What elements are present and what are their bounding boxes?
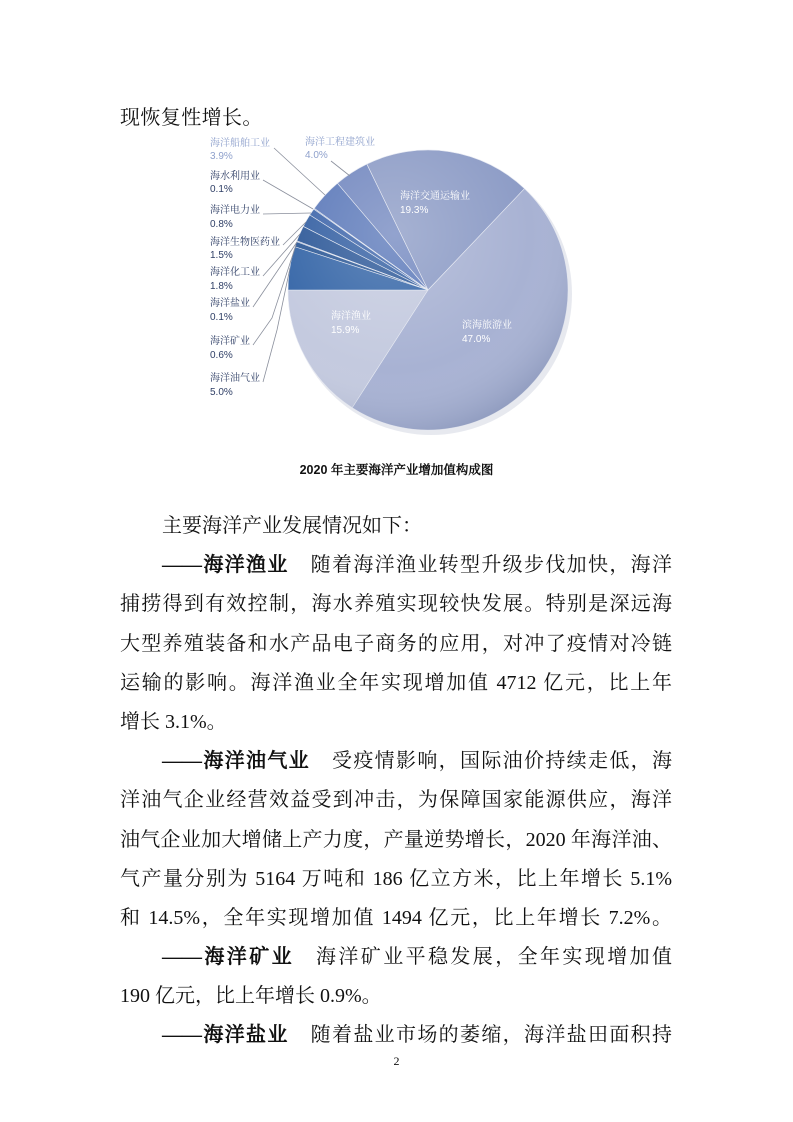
- body-line-text: 受疫情影响，国际油价持续走低，海: [332, 750, 672, 773]
- pie-label-name-3: 海洋工程建筑业: [305, 137, 375, 148]
- pie-label-value-2: 19.3%: [400, 205, 429, 216]
- body-line: 洋油气企业经营效益受到冲击，为保障国家能源供应，海洋: [120, 789, 672, 812]
- body-line: 油气企业加大增储上产力度，产量逆势增长，2020 年海洋油、: [120, 828, 672, 851]
- pie-label-value-1: 47.0%: [462, 334, 491, 345]
- pie-label-value-6: 0.8%: [210, 219, 233, 230]
- pie-label-name-11: 海洋油气业: [210, 373, 260, 384]
- body-line: 气产量分别为 5164 万吨和 186 亿立方米，比上年增长 5.1%: [120, 867, 672, 890]
- leader-line-6: [263, 213, 311, 214]
- body-line: 主要海洋产业发展情况如下：: [162, 515, 422, 537]
- body-line: 捕捞得到有效控制，海水养殖实现较快发展。特别是深远海: [120, 593, 672, 616]
- pie-label-name-0: 海洋渔业: [331, 311, 371, 322]
- body-line: 190 亿元，比上年增长 0.9%。: [120, 985, 382, 1008]
- body-line: 增长 3.1%。: [120, 710, 227, 733]
- section-line-mining: [120, 938, 672, 977]
- pie-label-name-9: 海洋盐业: [210, 298, 250, 309]
- pie-label-value-5: 0.1%: [210, 184, 233, 195]
- section-heading-salt: ——海洋盐业: [162, 1024, 289, 1047]
- body-line: 运输的影响。海洋渔业全年实现增加值 4712 亿元，比上年: [120, 671, 672, 694]
- pie-label-name-8: 海洋化工业: [210, 267, 260, 278]
- pie-label-value-8: 1.8%: [210, 281, 233, 292]
- paragraph-tail: 现恢复性增长。: [120, 107, 263, 129]
- pie-label-value-7: 1.5%: [210, 250, 233, 261]
- pie-chart: [0, 0, 793, 460]
- pie-label-value-4: 3.9%: [210, 151, 233, 162]
- section-heading-mining: ——海洋矿业: [162, 946, 294, 969]
- pie-label-name-2: 海洋交通运输业: [400, 191, 470, 202]
- body-line: 大型养殖装备和水产品电子商务的应用，对冲了疫情对冷链: [120, 632, 672, 655]
- pie-label-name-10: 海洋矿业: [210, 336, 250, 347]
- pie-label-value-11: 5.0%: [210, 387, 233, 398]
- body-line-text: 随着海洋渔业转型升级步伐加快，海洋: [310, 554, 673, 577]
- section-line-fishery: [120, 546, 672, 585]
- pie-label-value-3: 4.0%: [305, 150, 328, 161]
- leader-line-5: [263, 180, 313, 209]
- chart-caption: 2020 年主要海洋产业增加值构成图: [299, 463, 494, 477]
- section-heading-fishery: ——海洋渔业: [162, 554, 289, 577]
- pie-label-name-4: 海洋船舶工业: [210, 138, 270, 149]
- pie-label-value-9: 0.1%: [210, 312, 233, 323]
- pie-label-name-5: 海水利用业: [210, 171, 260, 182]
- section-line-oil-gas: [120, 742, 672, 781]
- pie-label-value-0: 15.9%: [331, 325, 360, 336]
- section-heading-oil-gas: ——海洋油气业: [162, 750, 310, 773]
- body-text: [120, 507, 672, 1056]
- section-line-salt: [120, 1016, 672, 1055]
- body-line-text: 随着盐业市场的萎缩，海洋盐田面积持: [310, 1024, 673, 1047]
- page-number: 2: [393, 1054, 400, 1068]
- pie-label-name-1: 滨海旅游业: [462, 320, 512, 331]
- pie-label-name-6: 海洋电力业: [210, 205, 260, 216]
- body-line: 和 14.5%，全年实现增加值 1494 亿元，比上年增长 7.2%。: [120, 906, 672, 929]
- pie-label-name-7: 海洋生物医药业: [210, 237, 280, 248]
- body-line-text: 海洋矿业平稳发展，全年实现增加值: [316, 946, 672, 969]
- leader-line-3: [331, 161, 350, 176]
- pie-label-value-10: 0.6%: [210, 350, 233, 361]
